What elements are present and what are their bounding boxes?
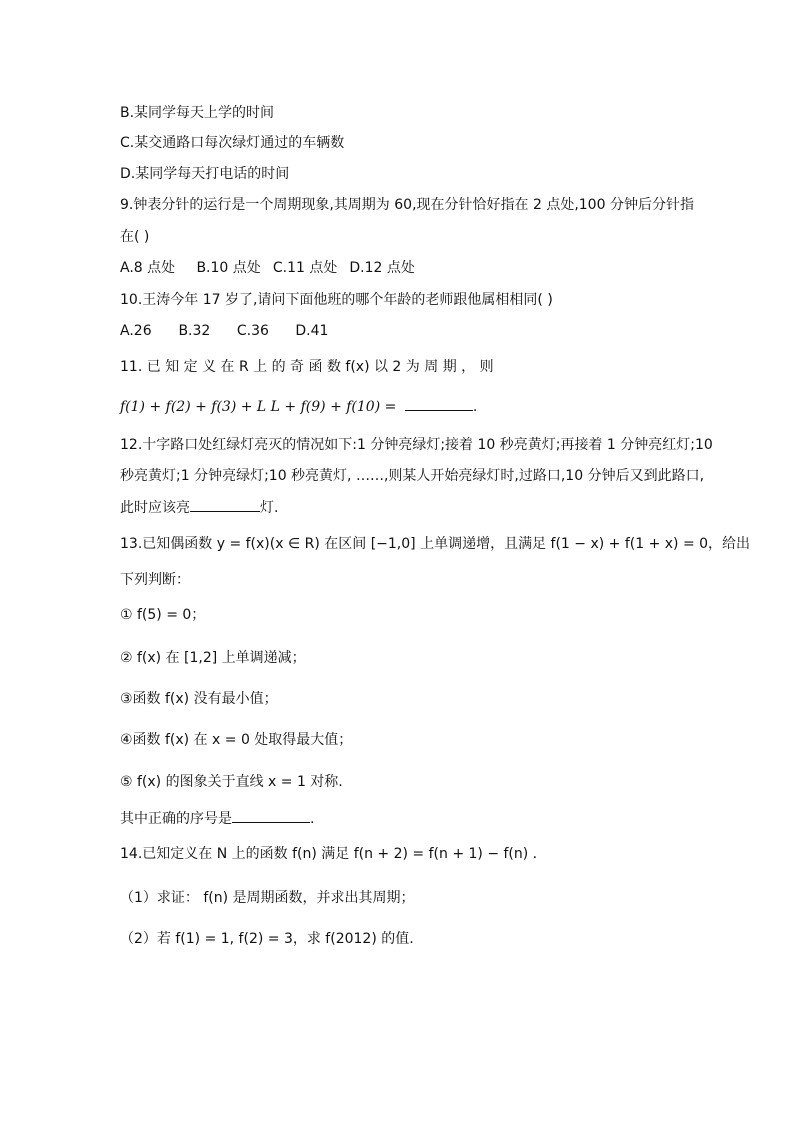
q12-before-blank: 此时应该亮 [120,500,190,516]
q11-answer-blank [405,396,473,411]
question-12-text-end [120,497,278,518]
q14-part-1: （1）求证： f(n) 是周期函数，并求出其周期； [120,890,415,906]
q11-formula: f(1) + f(2) + f(3) + L L + f(9) + f(10) = [120,399,397,415]
option-c-line: C.某交通路口每次绿灯通过的车辆数 [120,135,345,151]
q13-statement-1: ① f(5) = 0； [120,607,206,623]
q11-period: . [472,399,478,415]
question-10-text: 10.王涛今年 17 岁了,请问下面他班的哪个年龄的老师跟他属相相同( ) [120,292,553,308]
question-13-answer-line [120,808,314,829]
q13-statement-2: ② f(x) 在 [1,2] 上单调递减； [120,650,306,666]
q13-statement-3: ③函数 f(x) 没有最小值； [120,691,278,707]
q12-after-blank: 灯. [260,500,279,516]
q13-answer-blank [232,808,310,823]
q14-part-2: （2）若 f(1) = 1, f(2) = 3，求 f(2012) 的值. [120,931,414,947]
question-9-options [120,258,415,278]
question-9-text: 9.钟表分针的运行是一个周期现象,其周期为 60,现在分针恰好指在 2 点处,100 分钟后分针指 [120,197,694,213]
q13-period: . [310,811,315,827]
q10-option-d: D.41 [295,323,329,339]
q9-option-d: D.12 点处 [349,260,415,276]
q10-option-a: A.26 [120,323,152,339]
question-11-text: 11. 已 知 定 义 在 R 上 的 奇 函 数 f(x) 以 2 为 周 期 ， 则 [120,359,494,375]
question-11-formula [120,396,477,417]
question-13-text-cont: 下列判断： [120,572,190,588]
question-13-text: 13.已知偶函数 y = f(x)(x ∈ R) 在区间 [−1,0] 上单调递增，且满足 f(1 − x) + f(1 + x) = 0，给出 [120,536,751,552]
q13-statement-5: ⑤ f(x) 的图象关于直线 x = 1 对称. [120,774,343,790]
q9-option-b: B.10 点处 [196,260,261,276]
option-b-line: B.某同学每天上学的时间 [120,105,275,121]
q13-statement-4: ④函数 f(x) 在 x = 0 处取得最大值； [120,732,353,748]
question-14-text: 14.已知定义在 N 上的函数 f(n) 满足 f(n + 2) = f(n + 1) − f(n) . [120,846,538,862]
question-10-options [120,321,328,341]
question-12-text: 12.十字路口处红绿灯亮灭的情况如下:1 分钟亮绿灯;接着 10 秒亮黄灯;再接着 1 分钟亮红灯;10 [120,437,713,453]
q10-option-b: B.32 [178,323,211,339]
q13-before-blank: 其中正确的序号是 [120,811,232,827]
option-d-line: D.某同学每天打电话的时间 [120,166,290,182]
q9-option-a: A.8 点处 [120,260,176,276]
q9-option-c: C.11 点处 [272,260,338,276]
q12-answer-blank [190,497,260,512]
q10-option-c: C.36 [236,323,269,339]
question-12-text-cont: 秒亮黄灯;1 分钟亮绿灯;10 秒亮黄灯, ……,则某人开始亮绿灯时,过路口,10 分钟后又到此路口, [120,468,705,484]
question-9-text-cont: 在( ) [120,229,150,245]
